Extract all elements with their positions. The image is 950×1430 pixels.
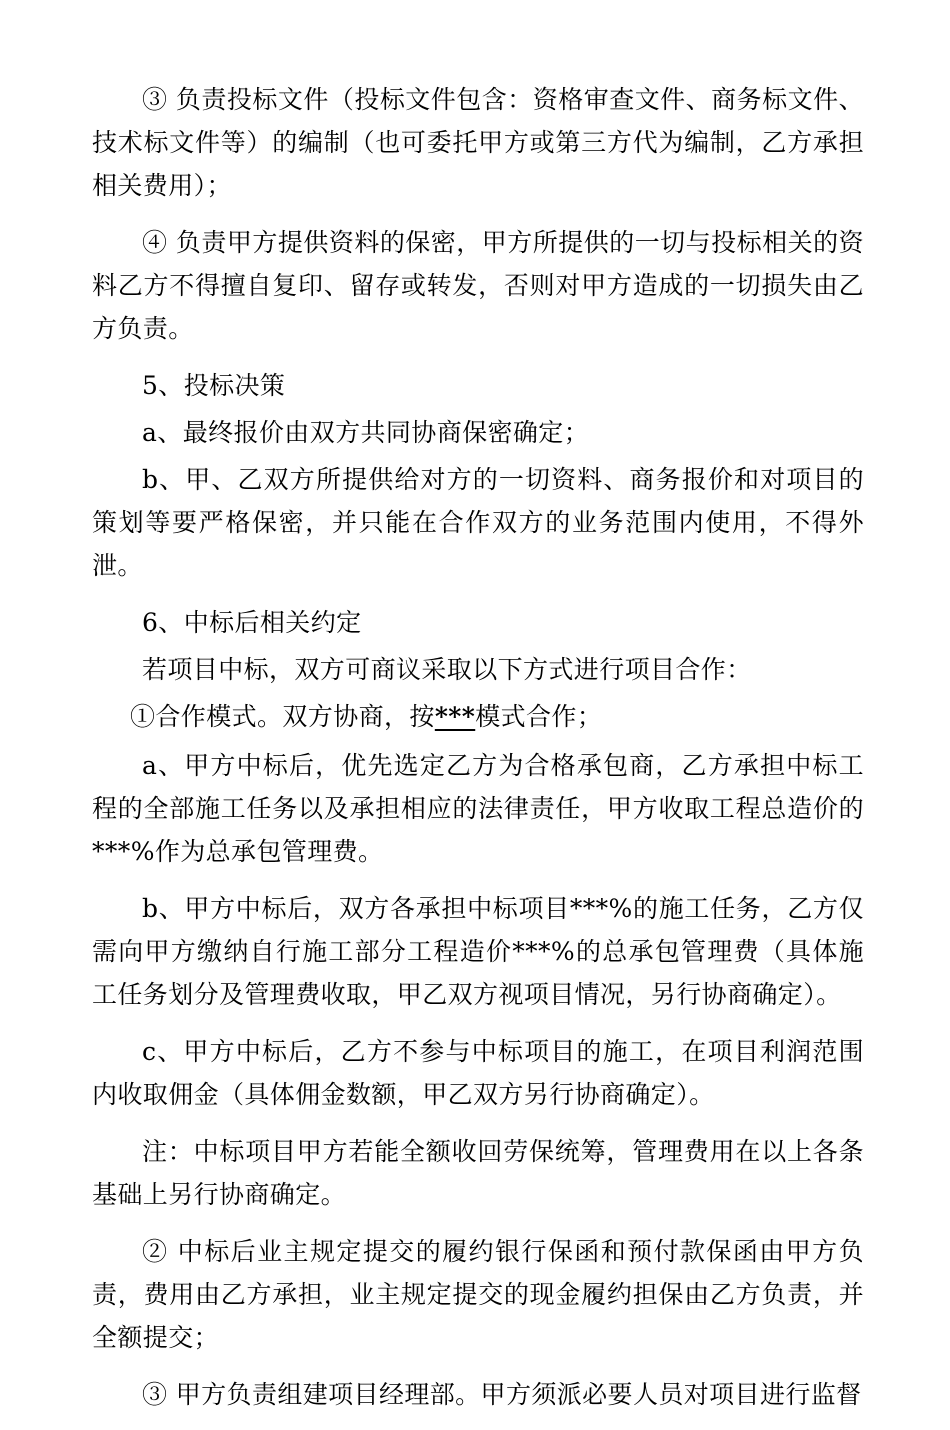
paragraph-cooperation-intro: 若项目中标，双方可商议采取以下方式进行项目合作： <box>142 655 752 684</box>
paragraph-option-a: a、甲方中标后，优先选定乙方为合格承包商，乙方承担中标工程的全部施工任务以及承担相应的法律责任，甲方收取工程总造价的***%作为总承包管理费。 <box>92 751 864 866</box>
paragraph-final-quote: a、最终报价由双方共同协商保密确定； <box>142 418 590 447</box>
mode-text-after: 模式合作； <box>475 702 603 731</box>
section-heading-post-award: 6、中标后相关约定 <box>142 608 362 637</box>
paragraph-note: 注：中标项目甲方若能全额收回劳保统筹，管理费用在以上各条基础上另行协商确定。 <box>92 1137 864 1209</box>
paragraph-guarantee: ② 中标后业主规定提交的履约银行保函和预付款保函由甲方负责，费用由乙方承担，业主规定提交的现金履约担保由乙方负责，并全额提交； <box>92 1237 864 1352</box>
document-body <box>92 78 864 1430</box>
section-heading-bid-decision: 5、投标决策 <box>142 371 286 400</box>
paragraph-cooperation-mode <box>92 695 864 738</box>
paragraph-option-b: b、甲方中标后，双方各承担中标项目***%的施工任务，乙方仅需向甲方缴纳自行施工部分工程造价***%的总承包管理费（具体施工任务划分及管理费收取，甲乙双方视项目情况，另行协商确定）。 <box>92 894 864 1009</box>
mode-placeholder: *** <box>434 702 476 731</box>
paragraph-project-department: ③ 甲方负责组建项目经理部。甲方须派必要人员对项目进行监督 <box>142 1380 862 1409</box>
mode-text-before: ①合作模式。双方协商，按 <box>130 702 435 731</box>
paragraph-bid-document-compilation: ③ 负责投标文件（投标文件包含：资格审查文件、商务标文件、技术标文件等）的编制（也可委托甲方或第三方代为编制，乙方承担相关费用）； <box>92 85 864 200</box>
paragraph-strict-confidentiality: b、甲、乙双方所提供给对方的一切资料、商务报价和对项目的策划等要严格保密，并只能在合作双方的业务范围内使用，不得外泄。 <box>92 465 864 580</box>
paragraph-option-c: c、甲方中标后，乙方不参与中标项目的施工，在项目利润范围内收取佣金（具体佣金数额，甲乙双方另行协商确定）。 <box>92 1037 864 1109</box>
paragraph-confidentiality-duty: ④ 负责甲方提供资料的保密，甲方所提供的一切与投标相关的资料乙方不得擅自复印、留存或转发，否则对甲方造成的一切损失由乙方负责。 <box>92 228 864 343</box>
